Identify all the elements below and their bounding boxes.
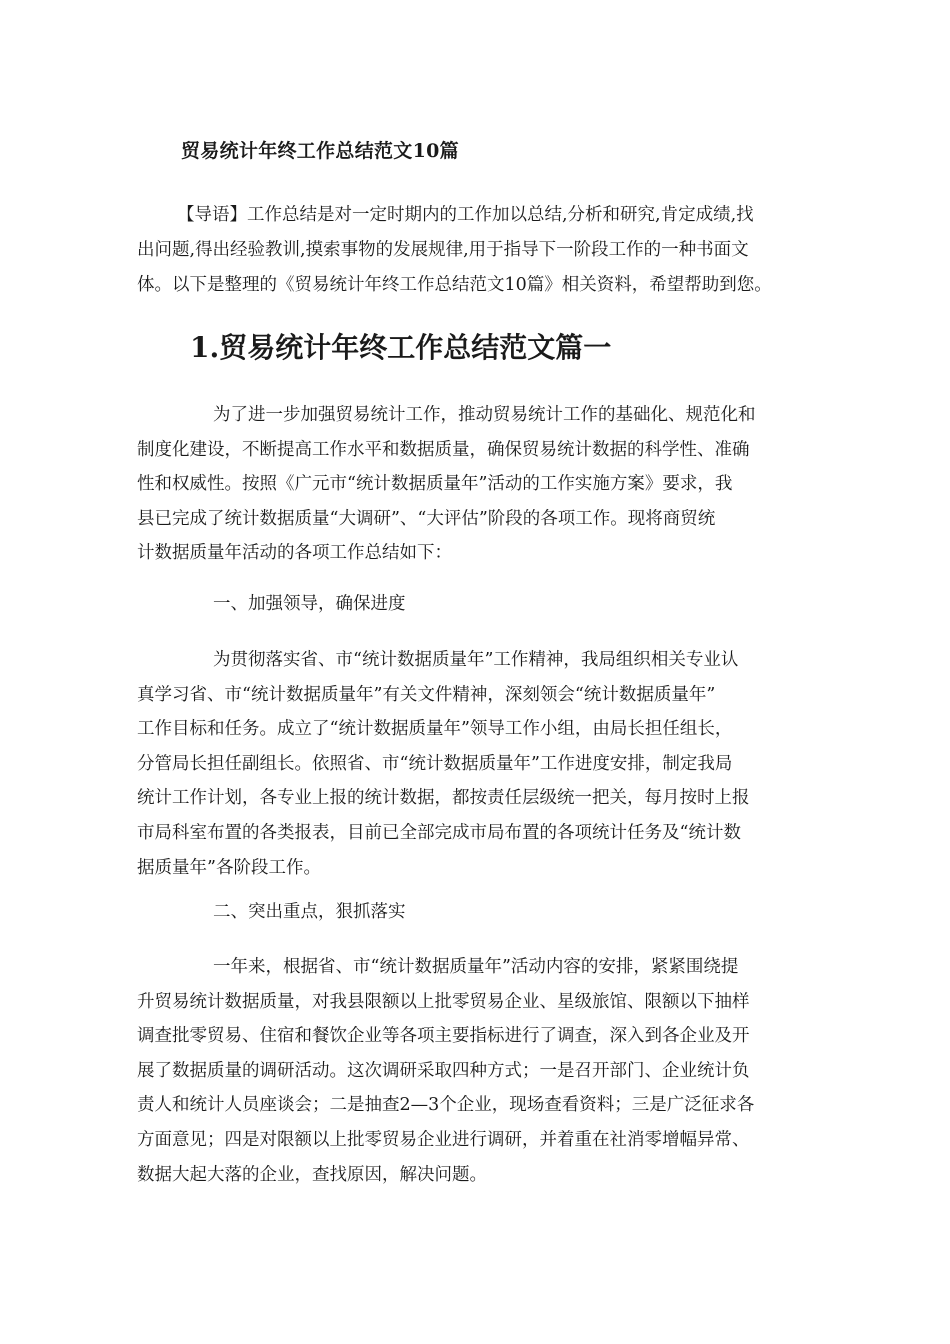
paragraph-line: 一年来，根据省、市“统计数据质量年”活动内容的安排，紧紧围绕提 bbox=[213, 957, 739, 977]
paragraph-line: 真学习省、市“统计数据质量年”有关文件精神，深刻领会“统计数据质量年” bbox=[137, 684, 716, 705]
intro-line: 体。以下是整理的《贸易统计年终工作总结范文10篇》相关资料，希望帮助到您。 bbox=[137, 275, 772, 295]
paragraph-line: 据质量年”各阶段工作。 bbox=[137, 857, 321, 878]
intro-line: 【导语】工作总结是对一定时期内的工作加以总结,分析和研究,肯定成绩,找 bbox=[177, 205, 754, 225]
intro-line: 出问题,得出经验教训,摸索事物的发展规律,用于指导下一阶段工作的一种书面文 bbox=[137, 240, 749, 260]
intro-paragraph bbox=[137, 198, 837, 303]
paragraph-1 bbox=[137, 398, 827, 571]
paragraph-line: 制度化建设，不断提高工作水平和数据质量，确保贸易统计数据的科学性、准确 bbox=[137, 439, 750, 460]
paragraph-line: 方面意见；四是对限额以上批零贸易企业进行调研，并着重在社消零增幅异常、 bbox=[137, 1129, 750, 1150]
paragraph-line: 县已完成了统计数据质量“大调研”、“大评估”阶段的各项工作。现将商贸统 bbox=[137, 508, 716, 529]
paragraph-line: 分管局长担任副组长。依照省、市“统计数据质量年”工作进度安排，制定我局 bbox=[137, 753, 733, 774]
paragraph-line: 责人和统计人员座谈会；二是抽查2—3个企业，现场查看资料；三是广泛征求各 bbox=[137, 1095, 755, 1116]
paragraph-line: 数据大起大落的企业，查找原因，解决问题。 bbox=[137, 1164, 487, 1185]
paragraph-3 bbox=[137, 950, 827, 1192]
paragraph-line: 调查批零贸易、住宿和餐饮企业等各项主要指标进行了调查，深入到各企业及开 bbox=[137, 1026, 750, 1047]
paragraph-line: 为贯彻落实省、市“统计数据质量年”工作精神，我局组织相关专业认 bbox=[213, 650, 739, 670]
paragraph-line: 统计工作计划，各专业上报的统计数据，都按责任层级统一把关，每月按时上报 bbox=[137, 788, 750, 809]
subheading-1: 一、加强领导，确保进度 bbox=[213, 594, 406, 614]
paragraph-line: 展了数据质量的调研活动。这次调研采取四种方式；一是召开部门、企业统计负 bbox=[137, 1060, 750, 1081]
document-title: 贸易统计年终工作总结范文10篇 bbox=[181, 140, 459, 162]
paragraph-line: 计数据质量年活动的各项工作总结如下： bbox=[137, 543, 452, 564]
section-heading: 1.贸易统计年终工作总结范文篇一 bbox=[190, 331, 612, 364]
paragraph-line: 工作目标和任务。成立了“统计数据质量年”领导工作小组，由局长担任组长， bbox=[137, 719, 733, 740]
paragraph-line: 性和权威性。按照《广元市“统计数据质量年”活动的工作实施方案》要求，我 bbox=[137, 474, 733, 495]
paragraph-line: 为了进一步加强贸易统计工作，推动贸易统计工作的基础化、规范化和 bbox=[213, 405, 756, 425]
paragraph-line: 市局科室布置的各类报表，目前已全部完成市局布置的各项统计任务及“统计数 bbox=[137, 822, 741, 843]
subheading-2: 二、突出重点，狠抓落实 bbox=[213, 902, 406, 922]
paragraph-line: 升贸易统计数据质量，对我县限额以上批零贸易企业、星级旅馆、限额以下抽样 bbox=[137, 991, 750, 1012]
paragraph-2 bbox=[137, 643, 827, 885]
